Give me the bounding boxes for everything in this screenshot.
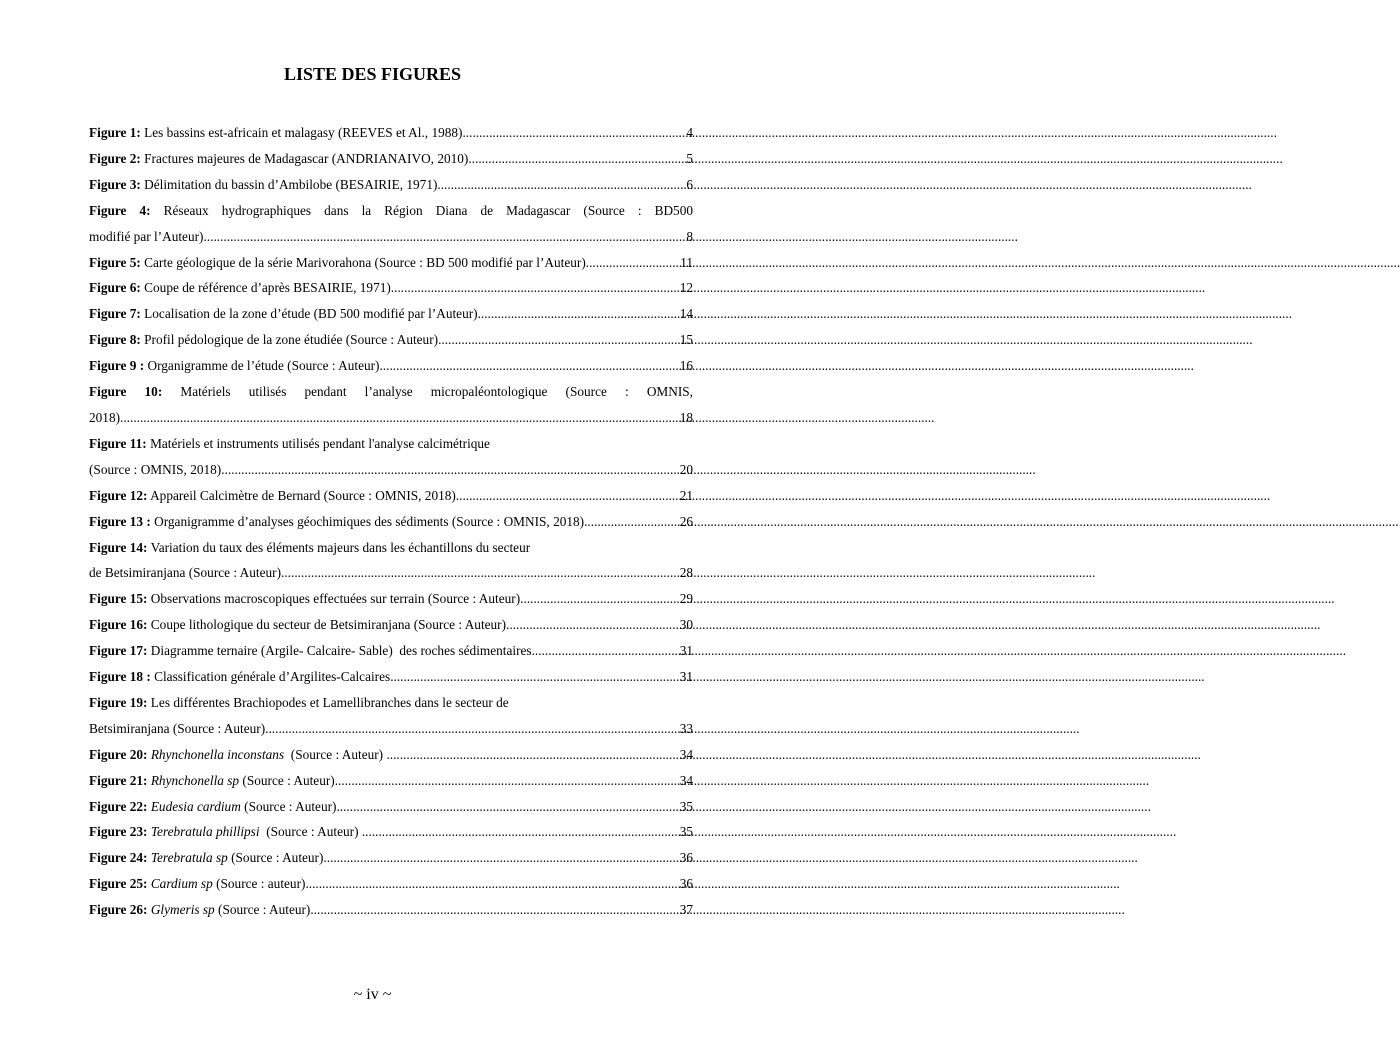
figure-label: Figure 7: <box>89 306 141 322</box>
figure-label: Figure 1: <box>89 125 141 140</box>
page-ref: 37 <box>679 902 693 918</box>
page-ref: 14 <box>679 306 693 322</box>
page-ref: 4 <box>686 125 693 140</box>
figure-label: Figure 23: <box>89 824 148 840</box>
leader-dots <box>221 457 679 483</box>
leader-dots <box>506 612 680 638</box>
leader-dots <box>391 275 680 301</box>
leader-dots <box>310 897 679 923</box>
figure-entry-22[interactable] <box>89 794 693 820</box>
leader-dots <box>120 405 680 431</box>
page-ref: 18 <box>679 409 693 425</box>
leader-dots <box>478 301 680 327</box>
figure-label: Figure 9 : <box>89 358 145 374</box>
figure-caption: Carte géologique de la série Marivorahona (Source : BD 500 modifié par l’Auteur) <box>140 254 586 270</box>
page-ref: 31 <box>679 669 693 685</box>
page-ref: 8 <box>686 228 693 244</box>
figure-entry-15[interactable] <box>89 586 693 612</box>
figure-caption: Fractures majeures de Madagascar (ANDRIANAIVO, 2010) <box>140 150 469 166</box>
page-ref: 36 <box>679 876 693 892</box>
figure-entry-25[interactable] <box>89 871 693 897</box>
figure-caption: Matériels et instruments utilisés pendant l'analyse calcimétrique <box>146 435 490 451</box>
leader-dots <box>379 353 679 379</box>
figure-caption: Diagramme ternaire (Argile- Calcaire- Sable) des roches sédimentaires <box>147 643 532 659</box>
figure-label: Figure 26: <box>89 902 148 918</box>
figure-entry-1[interactable] <box>89 120 693 146</box>
figure-caption: Coupe lithologique du secteur de Betsimiranjana (Source : Auteur) <box>147 617 507 633</box>
figure-caption: Matériels utilisés pendant l’analyse micropaléontologique (Source : OMNIS, <box>162 384 693 400</box>
leader-dots <box>462 120 686 146</box>
page-ref: 6 <box>686 176 693 192</box>
figure-source: (Source : Auteur) <box>240 798 337 814</box>
figure-list <box>89 120 693 923</box>
figure-label: Figure 11: <box>89 435 147 451</box>
figure-entry-3[interactable] <box>89 172 693 198</box>
page-ref: 5 <box>686 150 693 166</box>
figure-label: Figure 14: <box>89 539 148 555</box>
figure-label: Figure 21: <box>89 772 148 788</box>
leader-dots <box>520 586 680 612</box>
figure-entry-6[interactable] <box>89 275 693 301</box>
leader-dots <box>468 146 686 172</box>
figure-caption-continued: 2018) <box>89 409 121 425</box>
leader-dots <box>336 794 679 820</box>
page-ref: 35 <box>679 824 693 840</box>
figure-caption-continued: Betsimiranjana (Source : Auteur) <box>89 720 266 736</box>
page-ref: 20 <box>679 461 693 477</box>
figure-entry-19[interactable] <box>89 690 693 742</box>
page-ref: 11 <box>680 254 693 270</box>
page-ref: 28 <box>679 565 693 581</box>
leader-dots <box>203 224 686 250</box>
figure-label: Figure 5: <box>89 254 141 270</box>
figure-label: Figure 4: <box>89 202 151 218</box>
leader-dots <box>335 768 680 794</box>
figure-label: Figure 2: <box>89 150 141 166</box>
figure-entry-21[interactable] <box>89 768 693 794</box>
leader-dots <box>265 716 680 742</box>
figure-label: Figure 17: <box>89 643 148 659</box>
figure-source: (Source : auteur) <box>212 876 306 892</box>
figure-entry-9[interactable] <box>89 353 693 379</box>
figure-entry-11[interactable] <box>89 431 693 483</box>
figure-entry-20[interactable] <box>89 742 693 768</box>
page-ref: 16 <box>679 358 693 374</box>
figure-label: Figure 22: <box>89 798 148 814</box>
figure-entry-7[interactable] <box>89 301 693 327</box>
figure-entry-14[interactable] <box>89 535 693 587</box>
figure-entry-10[interactable] <box>89 379 693 431</box>
page-ref: 21 <box>679 487 693 503</box>
figure-entry-4[interactable] <box>89 198 693 250</box>
figure-label: Figure 10: <box>89 384 163 400</box>
page-ref: 26 <box>679 513 693 529</box>
page-ref: 30 <box>679 617 693 633</box>
leader-dots <box>386 742 679 768</box>
page-ref: 35 <box>679 798 693 814</box>
page-ref: 36 <box>679 850 693 866</box>
figure-label: Figure 18 : <box>89 669 151 685</box>
species-name: Eudesia cardium <box>150 798 241 814</box>
figure-label: Figure 16: <box>89 617 148 633</box>
figure-entry-13[interactable] <box>89 509 693 535</box>
figure-caption-continued: de Betsimiranjana (Source : Auteur) <box>89 565 282 581</box>
figure-caption-continued: modifié par l’Auteur) <box>89 228 204 244</box>
figure-entry-23[interactable] <box>89 819 693 845</box>
leader-dots <box>586 250 680 276</box>
figure-entry-2[interactable] <box>89 146 693 172</box>
leader-dots <box>438 327 680 353</box>
figure-label: Figure 20: <box>89 746 148 762</box>
leader-dots <box>281 560 680 586</box>
species-name: Rhynchonella sp <box>150 772 240 788</box>
page-title: LISTE DES FIGURES <box>283 64 462 84</box>
figure-label: Figure 25: <box>89 876 148 892</box>
figure-entry-12[interactable] <box>89 483 693 509</box>
figure-source: (Source : Auteur) <box>259 824 362 840</box>
figure-caption: Organigramme d’analyses géochimiques des sédiments (Source : OMNIS, 2018) <box>150 513 585 529</box>
leader-dots <box>532 638 680 664</box>
figure-entry-26[interactable] <box>89 897 693 923</box>
figure-label: Figure 6: <box>89 280 141 296</box>
figure-caption: Réseaux hydrographiques dans la Région Diana de Madagascar (Source : BD500 <box>150 202 693 218</box>
figure-caption-continued: (Source : OMNIS, 2018) <box>89 461 222 477</box>
figure-label: Figure 13 : <box>89 513 151 529</box>
species-name: Rhynchonella inconstans <box>150 746 285 762</box>
leader-dots <box>390 664 680 690</box>
figure-label: Figure 8: <box>89 332 141 348</box>
figure-label: Figure 19: <box>89 694 148 710</box>
figure-source: (Source : Auteur) <box>239 772 335 788</box>
figure-entry-16[interactable] <box>89 612 693 638</box>
leader-dots <box>456 483 680 509</box>
figure-caption: Observations macroscopiques effectuées sur terrain (Source : Auteur) <box>147 591 521 607</box>
leader-dots <box>437 172 686 198</box>
figure-entry-24[interactable] <box>89 845 693 871</box>
page-ref: 12 <box>679 280 693 296</box>
leader-dots <box>584 509 680 535</box>
figure-caption: Appareil Calcimètre de Bernard (Source : OMNIS, 2018) <box>147 487 456 503</box>
figure-label: Figure 12: <box>89 487 148 503</box>
figure-source: (Source : Auteur) <box>227 850 324 866</box>
page-ref: 15 <box>679 332 693 348</box>
figure-entry-5[interactable] <box>89 250 693 276</box>
page-ref: 34 <box>679 772 693 788</box>
page-ref: 33 <box>679 720 693 736</box>
figure-caption: Variation du taux des éléments majeurs dans les échantillons du secteur <box>147 539 531 555</box>
leader-dots <box>323 845 679 871</box>
species-name: Terebratula phillipsi <box>150 824 260 840</box>
figure-entry-8[interactable] <box>89 327 693 353</box>
figure-source: (Source : Auteur) <box>284 746 387 762</box>
page-ref: 29 <box>679 591 693 607</box>
figure-entry-17[interactable] <box>89 638 693 664</box>
figure-caption: Localisation de la zone d’étude (BD 500 modifié par l’Auteur) <box>140 306 478 322</box>
figure-caption: Classification générale d’Argilites-Calcaires <box>150 669 391 685</box>
figure-entry-18[interactable] <box>89 664 693 690</box>
figure-caption: Les différentes Brachiopodes et Lamellibranches dans le secteur de <box>147 694 509 710</box>
figure-caption: Délimitation du bassin d’Ambilobe (BESAIRIE, 1971) <box>140 176 438 192</box>
page-ref: 31 <box>679 643 693 659</box>
leader-dots <box>305 871 679 897</box>
figure-caption: Coupe de référence d’après BESAIRIE, 1971) <box>140 280 391 296</box>
figure-label: Figure 24: <box>89 850 148 866</box>
page-ref: 34 <box>679 746 693 762</box>
figure-caption: Organigramme de l’étude (Source : Auteur) <box>144 358 380 374</box>
figure-source: (Source : Auteur) <box>214 902 311 918</box>
page-number: ~ iv ~ <box>353 986 392 1003</box>
figure-caption: Les bassins est-africain et malagasy (REEVES et Al., 1988) <box>140 125 463 140</box>
figure-label: Figure 15: <box>89 591 148 607</box>
figure-caption: Profil pédologique de la zone étudiée (Source : Auteur) <box>140 332 439 348</box>
species-name: Glymeris sp <box>150 902 215 918</box>
species-name: Terebratula sp <box>150 850 228 866</box>
leader-dots <box>362 819 680 845</box>
species-name: Cardium sp <box>150 876 213 892</box>
figure-label: Figure 3: <box>89 176 141 192</box>
